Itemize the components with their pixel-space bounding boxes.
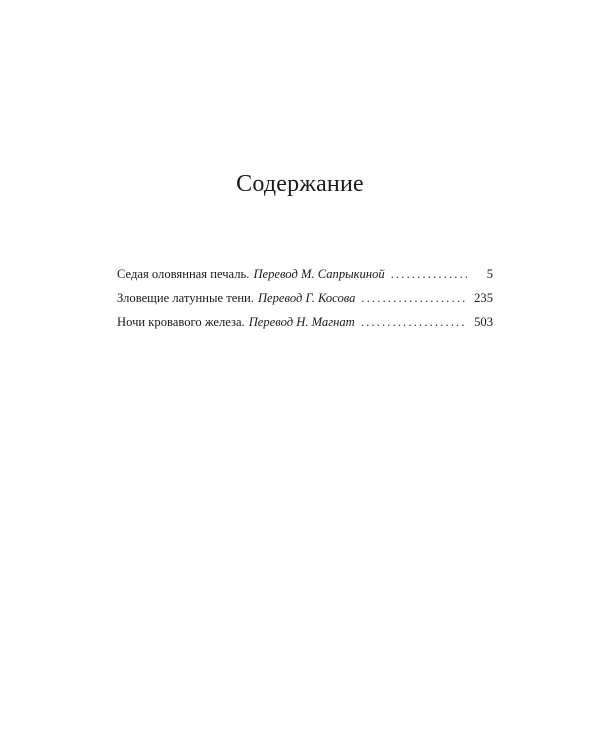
toc-page-number: 5: [486, 267, 493, 281]
dot-leader: [391, 262, 467, 286]
toc-page-number: 503: [474, 315, 493, 329]
toc-entry-translator: Перевод Г. Косова: [257, 291, 356, 305]
toc-entry-title: Ночи кровавого железа.: [117, 315, 245, 329]
toc-entry[interactable]: [117, 262, 493, 286]
dot-leader: [361, 286, 467, 310]
dot-leader: [361, 310, 467, 334]
toc-entry-translator: Перевод Н. Магнат: [248, 315, 355, 329]
toc-entry-translator: Перевод М. Сапрыкиной: [253, 267, 385, 281]
toc-entry-title: Зловещие латунные тени.: [117, 291, 254, 305]
table-of-contents: [117, 262, 493, 334]
toc-entry[interactable]: [117, 286, 493, 310]
toc-entry[interactable]: [117, 310, 493, 334]
toc-page-number: 235: [474, 291, 493, 305]
page-title: Содержание: [236, 171, 364, 197]
toc-entry-title: Седая оловянная печаль.: [117, 267, 250, 281]
